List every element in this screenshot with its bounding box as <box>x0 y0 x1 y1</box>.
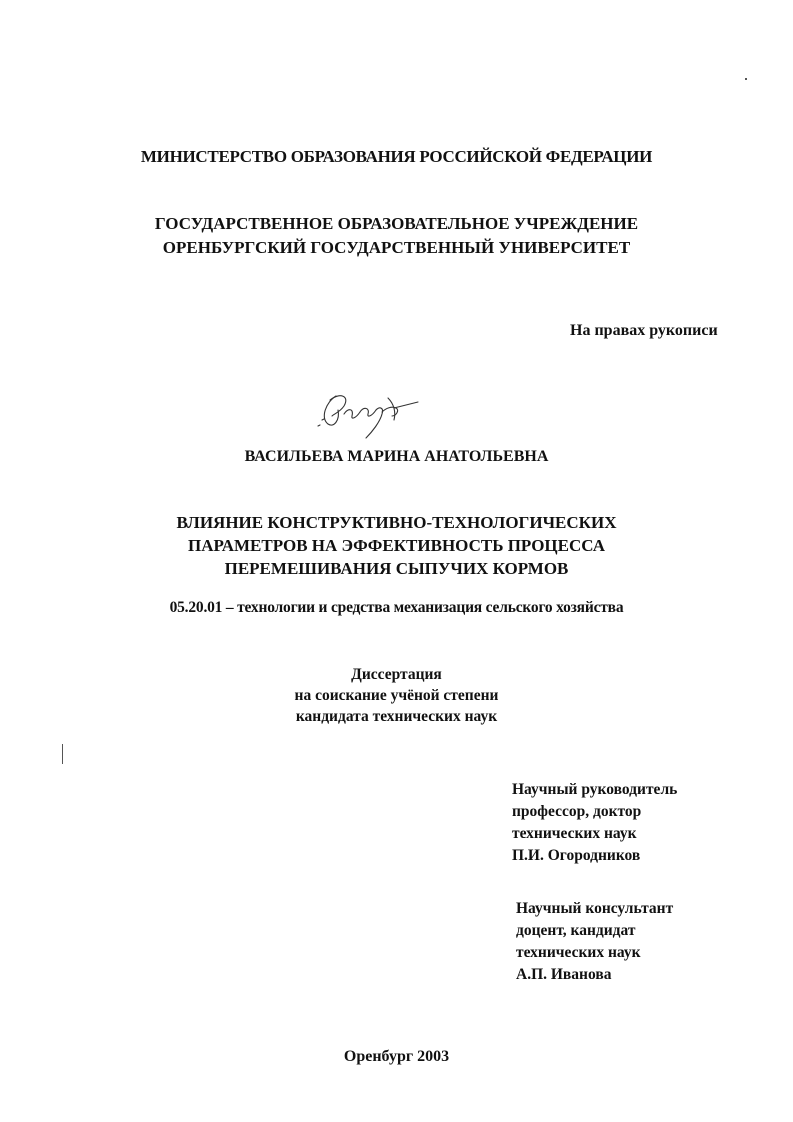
dissertation-title <box>0 511 793 580</box>
degree-statement <box>0 664 793 727</box>
supervisor-degree: технических наук <box>512 825 637 842</box>
degree-line: Диссертация <box>351 666 442 683</box>
place-year: Оренбург 2003 <box>343 1048 450 1065</box>
consultant-title: доцент, кандидат <box>516 922 636 939</box>
specialty-code: 05.20.01 – технологии и средства механизация сельского хозяйства <box>169 599 624 616</box>
university-line: ОРЕНБУРГСКИЙ ГОСУДАРСТВЕННЫЙ УНИВЕРСИТЕТ <box>162 238 631 257</box>
handwritten-signature-icon <box>316 386 420 442</box>
title-line: ВЛИЯНИЕ КОНСТРУКТИВНО-ТЕХНОЛОГИЧЕСКИХ <box>176 513 617 532</box>
rights-note: На правах рукописи <box>570 322 718 339</box>
degree-line: кандидата технических наук <box>295 708 498 725</box>
institution-line: ГОСУДАРСТВЕННОЕ ОБРАЗОВАТЕЛЬНОЕ УЧРЕЖДЕНИЕ <box>154 214 639 233</box>
scan-mark <box>62 744 63 764</box>
supervisor-block <box>512 779 677 867</box>
supervisor-name: П.И. Огородников <box>512 847 641 864</box>
ministry-heading: МИНИСТЕРСТВО ОБРАЗОВАНИЯ РОССИЙСКОЙ ФЕДЕРАЦИИ <box>140 147 653 166</box>
consultant-role: Научный консультант <box>516 900 674 917</box>
consultant-name: А.П. Иванова <box>516 966 612 983</box>
supervisor-role: Научный руководитель <box>512 781 678 798</box>
consultant-block <box>516 898 673 986</box>
consultant-degree: технических наук <box>516 944 641 961</box>
institution-heading <box>0 212 793 260</box>
degree-line: на соискание учёной степени <box>294 687 499 704</box>
scan-speck <box>745 78 747 80</box>
title-line: ПЕРЕМЕШИВАНИЯ СЫПУЧИХ КОРМОВ <box>224 559 569 578</box>
supervisor-title: профессор, доктор <box>512 803 642 820</box>
author-name: ВАСИЛЬЕВА МАРИНА АНАТОЛЬЕВНА <box>244 448 549 465</box>
title-line: ПАРАМЕТРОВ НА ЭФФЕКТИВНОСТЬ ПРОЦЕССА <box>188 536 605 555</box>
